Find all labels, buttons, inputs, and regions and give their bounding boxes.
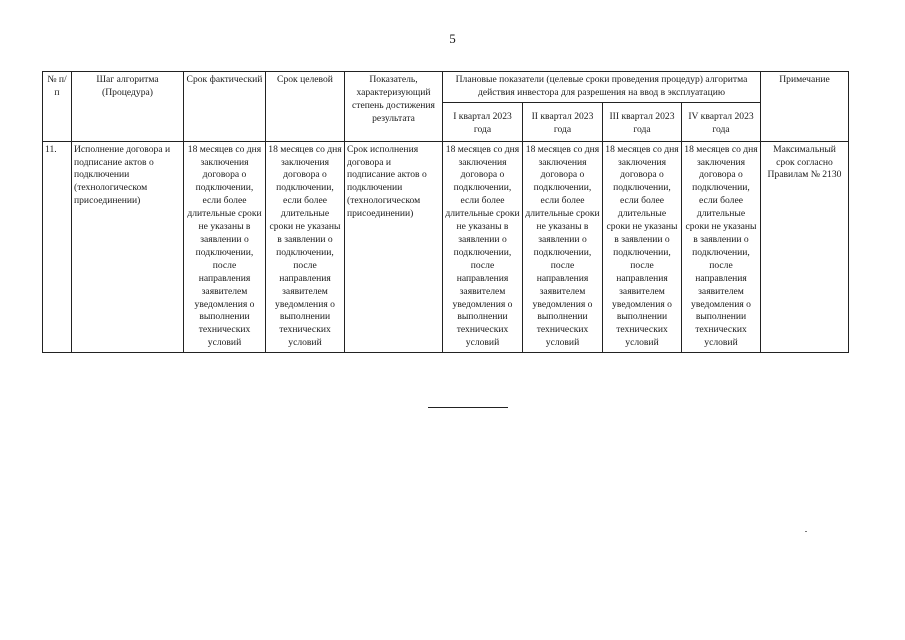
header-quarter-2: II квартал 2023 года <box>523 102 603 141</box>
end-rule <box>428 407 508 408</box>
table-row <box>43 141 849 353</box>
header-target: Срок целевой <box>266 72 345 142</box>
header-indicator: Показатель, характеризующий степень достижения результата <box>345 72 443 142</box>
header-actual: Срок фактический <box>184 72 266 142</box>
header-row <box>43 72 849 103</box>
row-quarter-3: 18 месяцев со дня заключения договора о подключении, если более длительные сроки не указаны в заявлении о подключении, после направления заявителем уведомления о выполнении технических условий <box>603 141 682 353</box>
row-quarter-1: 18 месяцев со дня заключения договора о подключении, если более длительные сроки не указаны в заявлении о подключении, после направления заявителем уведомления о выполнении технических условий <box>443 141 523 353</box>
row-indicator: Срок исполнения договора и подписание актов о подключении (технологическом присоединении) <box>345 141 443 353</box>
row-quarter-4: 18 месяцев со дня заключения договора о подключении, если более длительные сроки не указаны в заявлении о подключении, после направления заявителем уведомления о выполнении технических условий <box>682 141 761 353</box>
header-quarter-1: I квартал 2023 года <box>443 102 523 141</box>
header-quarter-3: III квартал 2023 года <box>603 102 682 141</box>
page-number: 5 <box>449 31 456 46</box>
row-note: Максимальный срок согласно Правилам № 2130 <box>761 141 849 353</box>
header-quarter-4: IV квартал 2023 года <box>682 102 761 141</box>
scan-speck <box>805 531 807 532</box>
header-note: Примечание <box>761 72 849 142</box>
row-target: 18 месяцев со дня заключения договора о подключении, если более длительные сроки не указаны в заявлении о подключении, после направления заявителем уведомления о выполнении технических условий <box>266 141 345 353</box>
algorithm-table <box>42 71 849 353</box>
row-actual: 18 месяцев со дня заключения договора о подключении, если более длительные сроки не указаны в заявлении о подключении, после направления заявителем уведомления о выполнении технических условий <box>184 141 266 353</box>
header-num: № п/п <box>43 72 72 142</box>
row-num: 11. <box>43 141 72 353</box>
header-planned: Плановые показатели (целевые сроки проведения процедур) алгоритма действия инвестора для разрешения на ввод в эксплуатацию <box>443 72 761 103</box>
header-step: Шаг алгоритма (Процедура) <box>72 72 184 142</box>
row-step: Исполнение договора и подписание актов о подключении (технологическом присоединении) <box>72 141 184 353</box>
row-quarter-2: 18 месяцев со дня заключения договора о подключении, если более длительные сроки не указаны в заявлении о подключении, после направления заявителем уведомления о выполнении технических условий <box>523 141 603 353</box>
